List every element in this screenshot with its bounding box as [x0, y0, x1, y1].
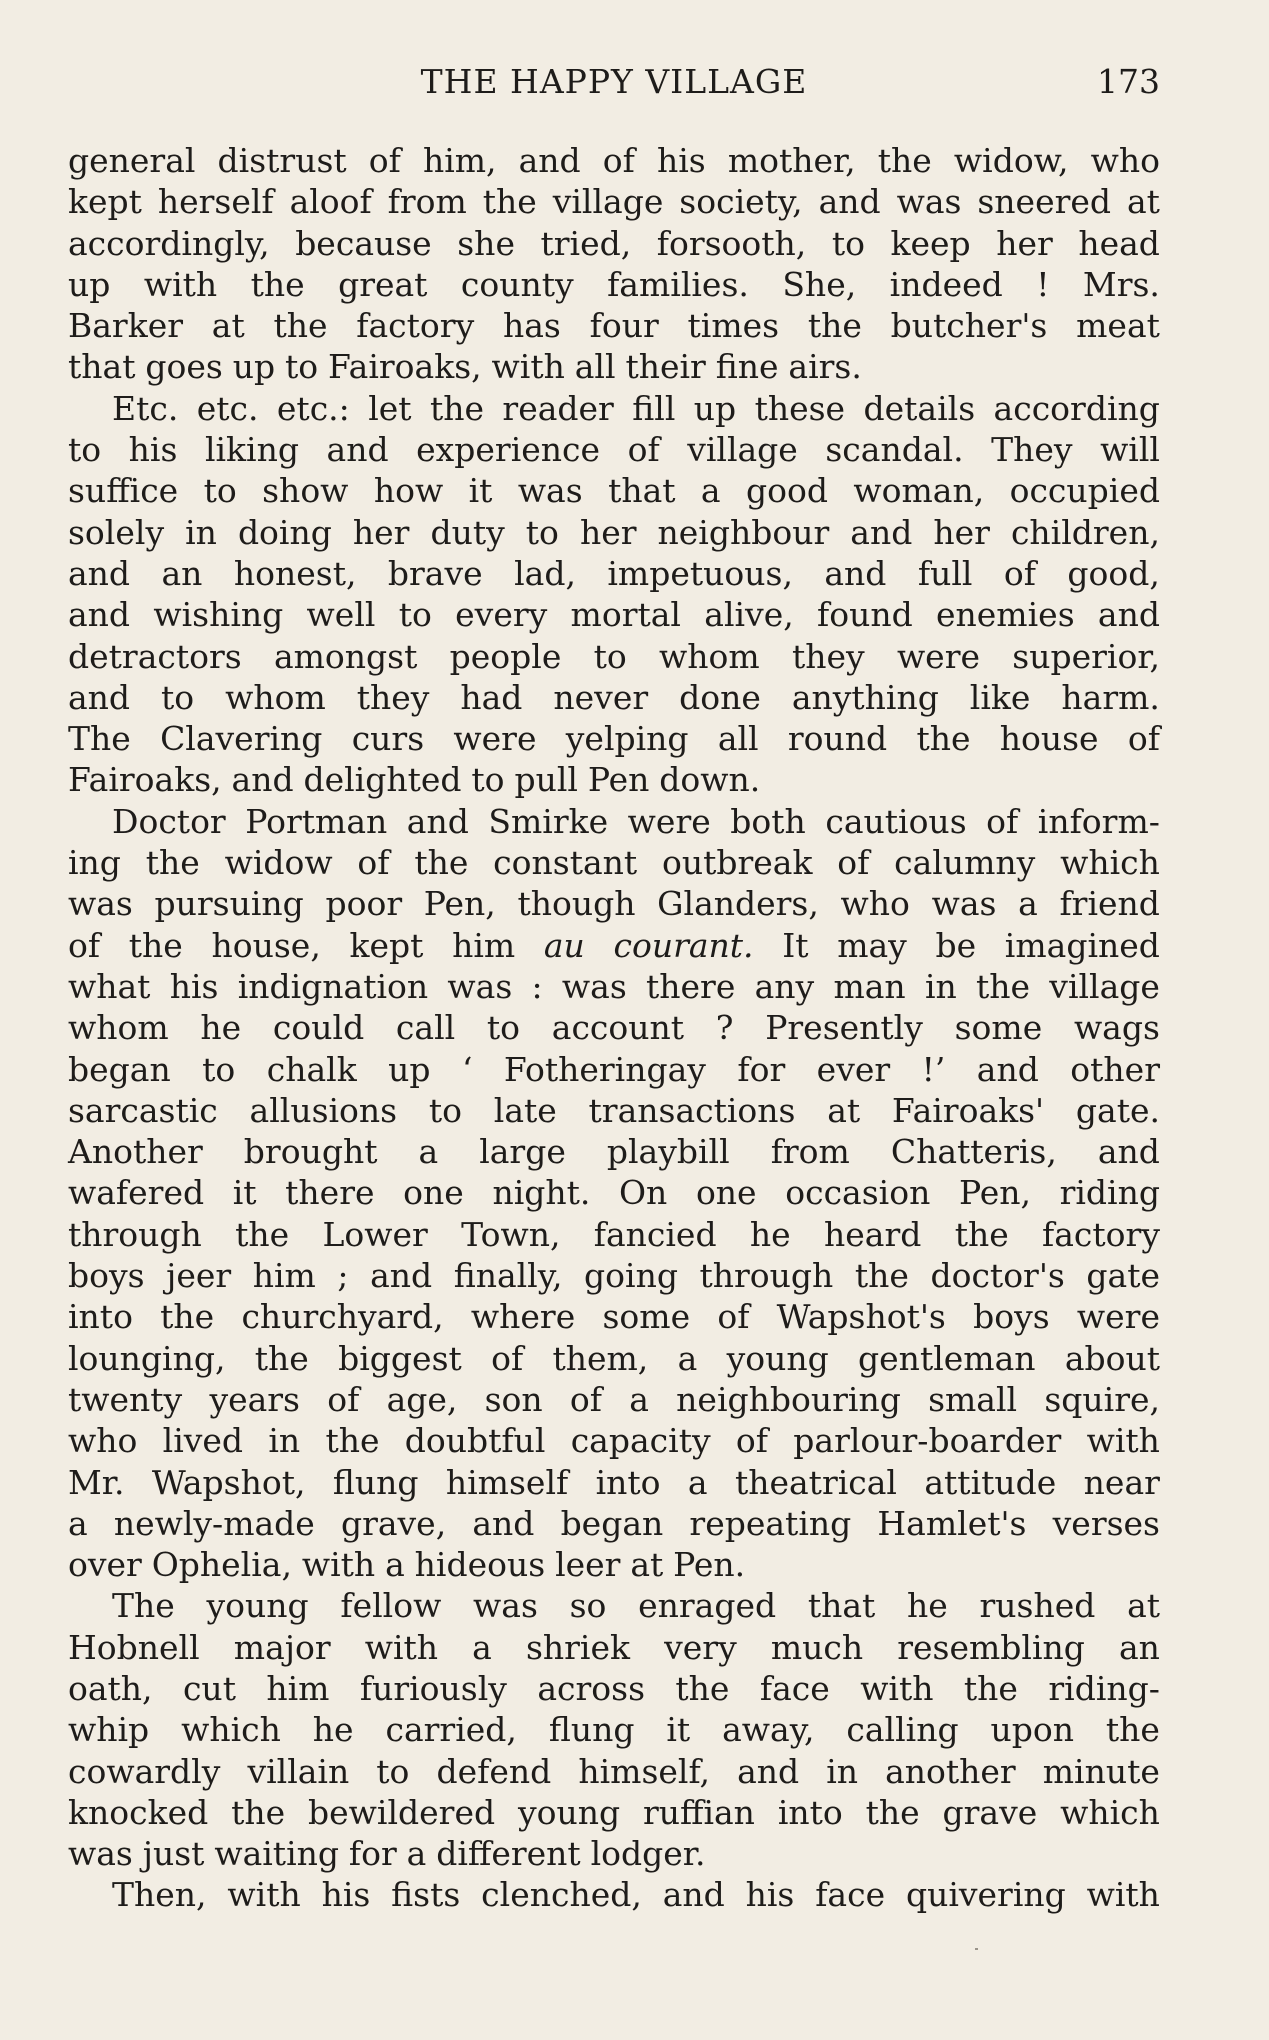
text-line: kept herself aloof from the village society, and was sneered at	[68, 182, 1160, 222]
text-line: what his indignation was : was there any man in the village	[68, 966, 1160, 1006]
text-line: lounging, the biggest of them, a young gentleman about	[68, 1338, 1160, 1378]
text-line: Mr. Wapshot, flung himself into a theatrical attitude near	[68, 1462, 1160, 1502]
text-line: through the Lower Town, fancied he heard the factory	[68, 1214, 1160, 1254]
text-line: cowardly villain to defend himself, and in another minute	[68, 1751, 1160, 1791]
text-line: Fairoaks, and delighted to pull Pen down.	[68, 760, 761, 800]
running-head	[68, 62, 1160, 102]
text-line: oath, cut him furiously across the face with the riding-	[68, 1668, 1160, 1708]
text-line: Hobnell major with a shriek very much resembling an	[68, 1627, 1160, 1667]
body-text	[68, 140, 1160, 1916]
text-line: accordingly, because she tried, forsooth, to keep her head	[68, 223, 1160, 263]
text-line: The young fellow was so enraged that he rushed at	[112, 1586, 1160, 1626]
running-title: THE HAPPY VILLAGE	[420, 62, 808, 101]
text-line: Doctor Portman and Smirke were both cautious of inform-	[112, 801, 1160, 841]
text-line: and an honest, brave lad, impetuous, and full of good,	[68, 553, 1160, 593]
text-line: and wishing well to every mortal alive, found enemies and	[68, 595, 1160, 635]
text-line: boys jeer him ; and finally, going through the doctor's gate	[68, 1256, 1160, 1296]
text-line: ing the widow of the constant outbreak of calumny which	[68, 843, 1160, 883]
text-line: whom he could call to account ? Presently some wags	[68, 1008, 1160, 1048]
text-line: of the house, kept him au courant. It may be imagined	[68, 925, 1160, 965]
text-line: suffice to show how it was that a good woman, occupied	[68, 471, 1160, 511]
text-line: and to whom they had never done anything like harm.	[68, 677, 1160, 717]
text-line: a newly-made grave, and began repeating Hamlet's verses	[68, 1503, 1160, 1543]
text-line: who lived in the doubtful capacity of parlour-boarder with	[68, 1421, 1160, 1461]
text-line: began to chalk up ‘ Fotheringay for ever !’ and other	[68, 1049, 1160, 1089]
text-line: sarcastic allusions to late transactions at Fairoaks' gate.	[68, 1090, 1160, 1130]
text-line: detractors amongst people to whom they were superior,	[68, 636, 1160, 676]
text-line: Then, with his fists clenched, and his face quivering with	[112, 1875, 1160, 1915]
text-line: solely in doing her duty to her neighbour and her children,	[68, 512, 1160, 552]
text-line: The Clavering curs were yelping all round the house of	[68, 719, 1160, 759]
text-line: was just waiting for a different lodger.	[68, 1834, 706, 1874]
text-line: to his liking and experience of village scandal. They will	[68, 430, 1160, 470]
text-line: wafered it there one night. On one occasion Pen, riding	[68, 1173, 1160, 1213]
text-line: Etc. etc. etc.: let the reader fill up these details according	[112, 388, 1160, 428]
text-line: that goes up to Fairoaks, with all their fine airs.	[68, 347, 862, 387]
text-line: was pursuing poor Pen, though Glanders, who was a friend	[68, 884, 1160, 924]
text-line: whip which he carried, flung it away, calling upon the	[68, 1710, 1160, 1750]
text-line: up with the great county families. She, indeed ! Mrs.	[68, 264, 1160, 304]
text-line: over Ophelia, with a hideous leer at Pen.	[68, 1545, 746, 1585]
page-number: 173	[1097, 62, 1160, 101]
text-line: twenty years of age, son of a neighbouring small squire,	[68, 1379, 1160, 1419]
text-line: knocked the bewildered young ruffian into the grave which	[68, 1792, 1160, 1832]
text-line: Barker at the factory has four times the butcher's meat	[68, 306, 1160, 346]
text-line: general distrust of him, and of his mother, the widow, who	[68, 141, 1160, 180]
text-line: into the churchyard, where some of Wapshot's boys were	[68, 1297, 1160, 1337]
page-speck	[975, 1948, 978, 1950]
text-line: Another brought a large playbill from Chatteris, and	[68, 1132, 1160, 1172]
